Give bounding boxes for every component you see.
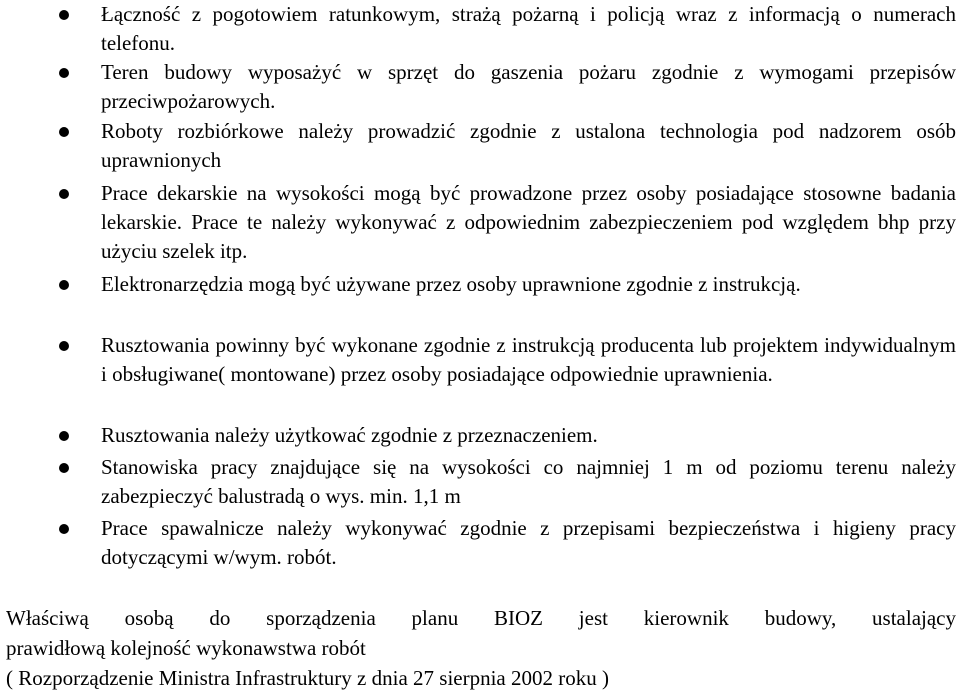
list-item (0, 270, 960, 299)
bullet-icon (59, 68, 69, 78)
list-item-text: Prace spawalnicze należy wykonywać zgodnie z przepisami bezpieczeństwa i higieny pracy dotyczącymi w/wym. robót. (101, 516, 956, 569)
bullet-icon (59, 341, 69, 351)
bullet-icon (59, 463, 69, 473)
bullet-icon (59, 127, 69, 137)
list-item (0, 421, 960, 450)
bullet-icon (59, 524, 69, 534)
list-item (0, 117, 960, 175)
bullet-icon (59, 280, 69, 290)
closing-line-2: prawidłową kolejność wykonawstwa robót (6, 636, 366, 660)
list-item-text: Rusztowania należy użytkować zgodnie z przeznaczeniem. (101, 423, 598, 447)
closing-paragraph (6, 603, 956, 693)
list-item (0, 0, 960, 58)
closing-line-3: ( Rozporządzenie Ministra Infrastruktury z dnia 27 sierpnia 2002 roku ) (6, 666, 609, 690)
list-item (0, 179, 960, 266)
list-item-text: Elektronarzędzia mogą być używane przez osoby uprawnione zgodnie z instrukcją. (101, 272, 801, 296)
list-item-text: Teren budowy wyposażyć w sprzęt do gaszenia pożaru zgodnie z wymogami przepisów przeciwpożarowych. (101, 60, 956, 113)
list-item (0, 331, 960, 389)
list-item-text: Łączność z pogotowiem ratunkowym, strażą pożarną i policją wraz z informacją o numerach telefonu. (101, 2, 956, 55)
list-item (0, 514, 960, 572)
bullet-icon (59, 431, 69, 441)
list-item-text: Roboty rozbiórkowe należy prowadzić zgodnie z ustalona technologia pod nadzorem osób uprawnionych (101, 119, 956, 172)
bullet-icon (59, 10, 69, 20)
list-item-text: Rusztowania powinny być wykonane zgodnie z instrukcją producenta lub projektem indywidualnym i obsługiwane( montowane) przez osoby posiadające odpowiednie uprawnienia. (101, 333, 956, 386)
closing-line-1: Właściwą osobą do sporządzenia planu BIOZ jest kierownik budowy, ustalający (6, 606, 956, 630)
bullet-icon (59, 189, 69, 199)
list-item-text: Prace dekarskie na wysokości mogą być prowadzone przez osoby posiadające stosowne badania lekarskie. Prace te należy wykonywać z odpowiednim zabezpieczeniem pod względem bhp przy użyciu szelek itp. (101, 181, 956, 263)
list-item-text: Stanowiska pracy znajdujące się na wysokości co najmniej 1 m od poziomu terenu należy zabezpieczyć balustradą o wys. min. 1,1 m (101, 455, 956, 508)
list-item (0, 58, 960, 116)
list-item (0, 453, 960, 511)
